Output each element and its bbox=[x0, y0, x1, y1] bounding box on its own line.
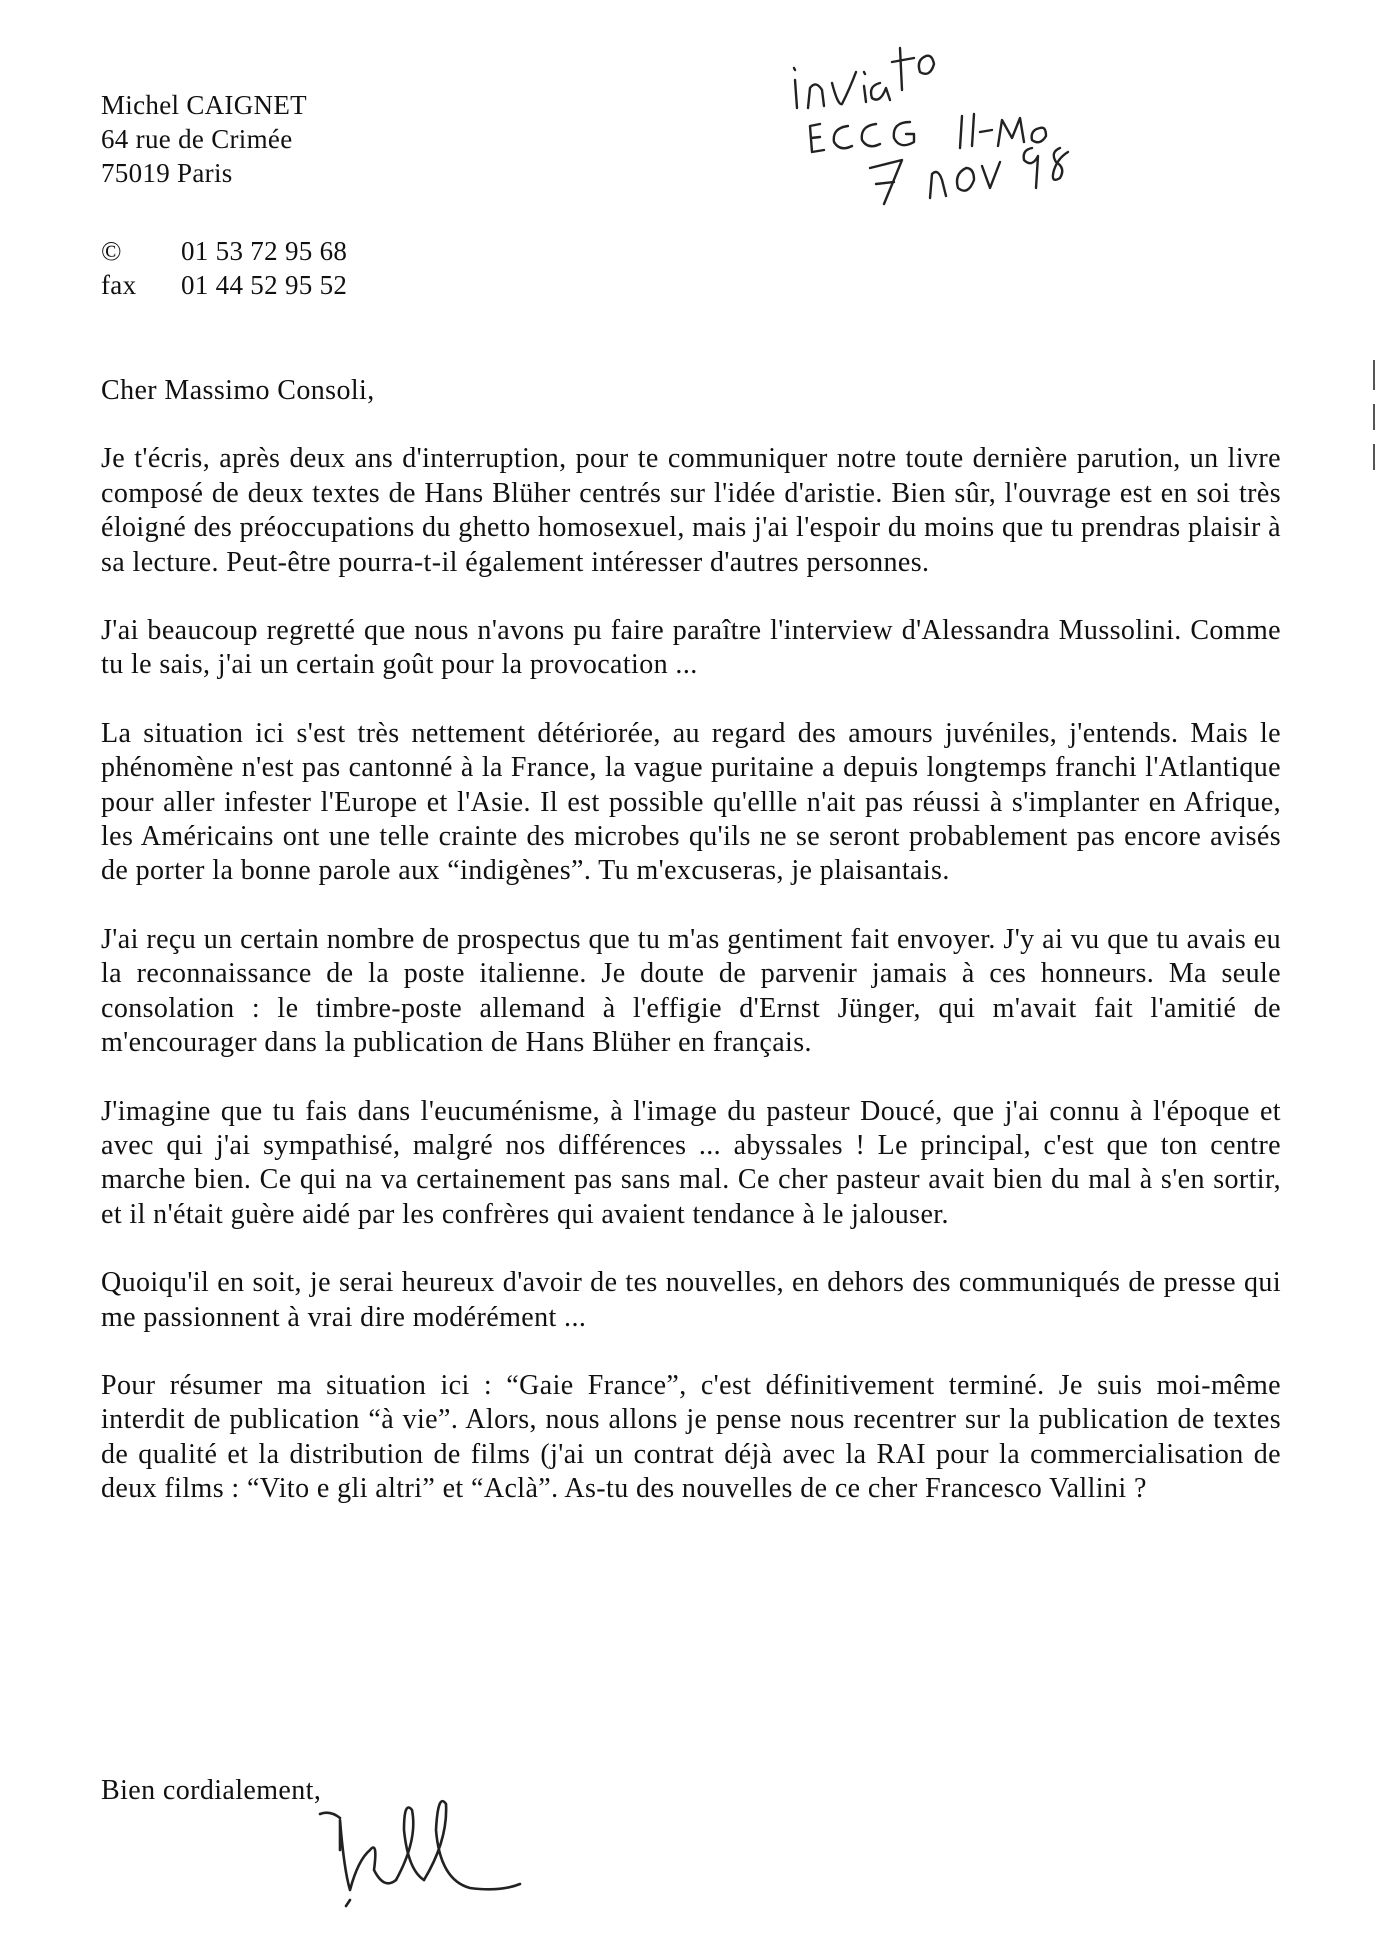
handwritten-annotation bbox=[770, 28, 1100, 208]
paragraph-3: La situation ici s'est très nettement détériorée, au regard des amours juvéniles, j'entends. Mais le phénomène n'est pas cantonné à la France, la vague puritaine a depuis longtemps franchi l'Atlantique pour aller infester l'Europe et l'Asie. Il est possible qu'ellle n'ait pas réussi à s'implanter en Afrique, les Américains ont une telle crainte des microbes qu'ils ne se seront probablement pas encore avisés de porter la bonne parole aux “indigènes”. Tu m'excuseras, je plaisantais. bbox=[101, 717, 1281, 887]
paragraph-5: J'imagine que tu fais dans l'eucuménisme, à l'image du pasteur Doucé, que j'ai connu à l'époque et avec qui j'ai sympathisé, malgré nos différences ... abyssales ! Le principal, c'est que ton centre marche bien. Ce qui na va certainement pas sans mal. Ce cher pasteur avait bien du mal à s'en sortir, et il n'était guère aidé par les confrères qui avaient tendance à le jalouser. bbox=[101, 1095, 1281, 1230]
paragraph-6: Quoiqu'il en soit, je serai heureux d'avoir de tes nouvelles, en dehors des communiqués de presse qui me passionnent à vrai dire modérément ... bbox=[101, 1267, 1281, 1333]
paragraph-4: J'ai reçu un certain nombre de prospectus que tu m'as gentiment fait envoyer. J'y ai vu que tu avais eu la reconnaissance de la poste italienne. Je doute de parvenir jamais à ces honneurs. Ma seule consolation : le timbre-poste allemand à l'effigie d'Ernst Jünger, qui m'avait fait l'amitié de m'encourager dans la publication de Hans Blüher en français. bbox=[101, 923, 1281, 1059]
paragraph-7: Pour résumer ma situation ici : “Gaie France”, c'est définitivement terminé. Je suis moi-même interdit de publication “à vie”. Alors, nous allons je pense nous recentrer sur la publication de textes de qualité et la distribution de films (j'ai un contrat déjà avec la RAI pour la commercialisation de deux films : “Vito e gli altri” et “Aclà”. As-tu des nouvelles de ce cher Francesco Vallini ? bbox=[101, 1369, 1281, 1505]
sender-name: Michel CAIGNET bbox=[101, 90, 307, 120]
sender-city: 75019 Paris bbox=[101, 158, 233, 188]
phone-row bbox=[101, 234, 347, 268]
phone-number: 01 53 72 95 68 bbox=[181, 236, 348, 266]
fax-number: 01 44 52 95 52 bbox=[181, 270, 348, 300]
sender-address bbox=[101, 88, 307, 190]
fax-label: fax bbox=[101, 270, 137, 300]
signature bbox=[300, 1780, 580, 1910]
sender-street: 64 rue de Crimée bbox=[101, 124, 293, 154]
greeting: Cher Massimo Consoli, bbox=[101, 375, 375, 406]
scan-margin-marks bbox=[1370, 360, 1378, 480]
phone-label: © bbox=[101, 236, 122, 266]
contact-block bbox=[101, 234, 347, 302]
paragraph-1: Je t'écris, après deux ans d'interruption, pour te communiquer notre toute dernière parution, un livre composé de deux textes de Hans Blüher centrés sur l'idée d'aristie. Bien sûr, l'ouvrage est en soi très éloigné des préoccupations du ghetto homosexuel, mais j'ai l'espoir du moins que tu prendras plaisir à sa lecture. Peut-être pourra-t-il également intéresser d'autres personnes. bbox=[101, 443, 1281, 578]
paragraph-2: J'ai beaucoup regretté que nous n'avons pu faire paraître l'interview d'Alessandra Mussolini. Comme tu le sais, j'ai un certain goût pour la provocation ... bbox=[101, 615, 1281, 681]
letter-body bbox=[101, 374, 1281, 1541]
closing: Bien cordialement, bbox=[101, 1775, 322, 1806]
fax-row bbox=[101, 268, 347, 302]
